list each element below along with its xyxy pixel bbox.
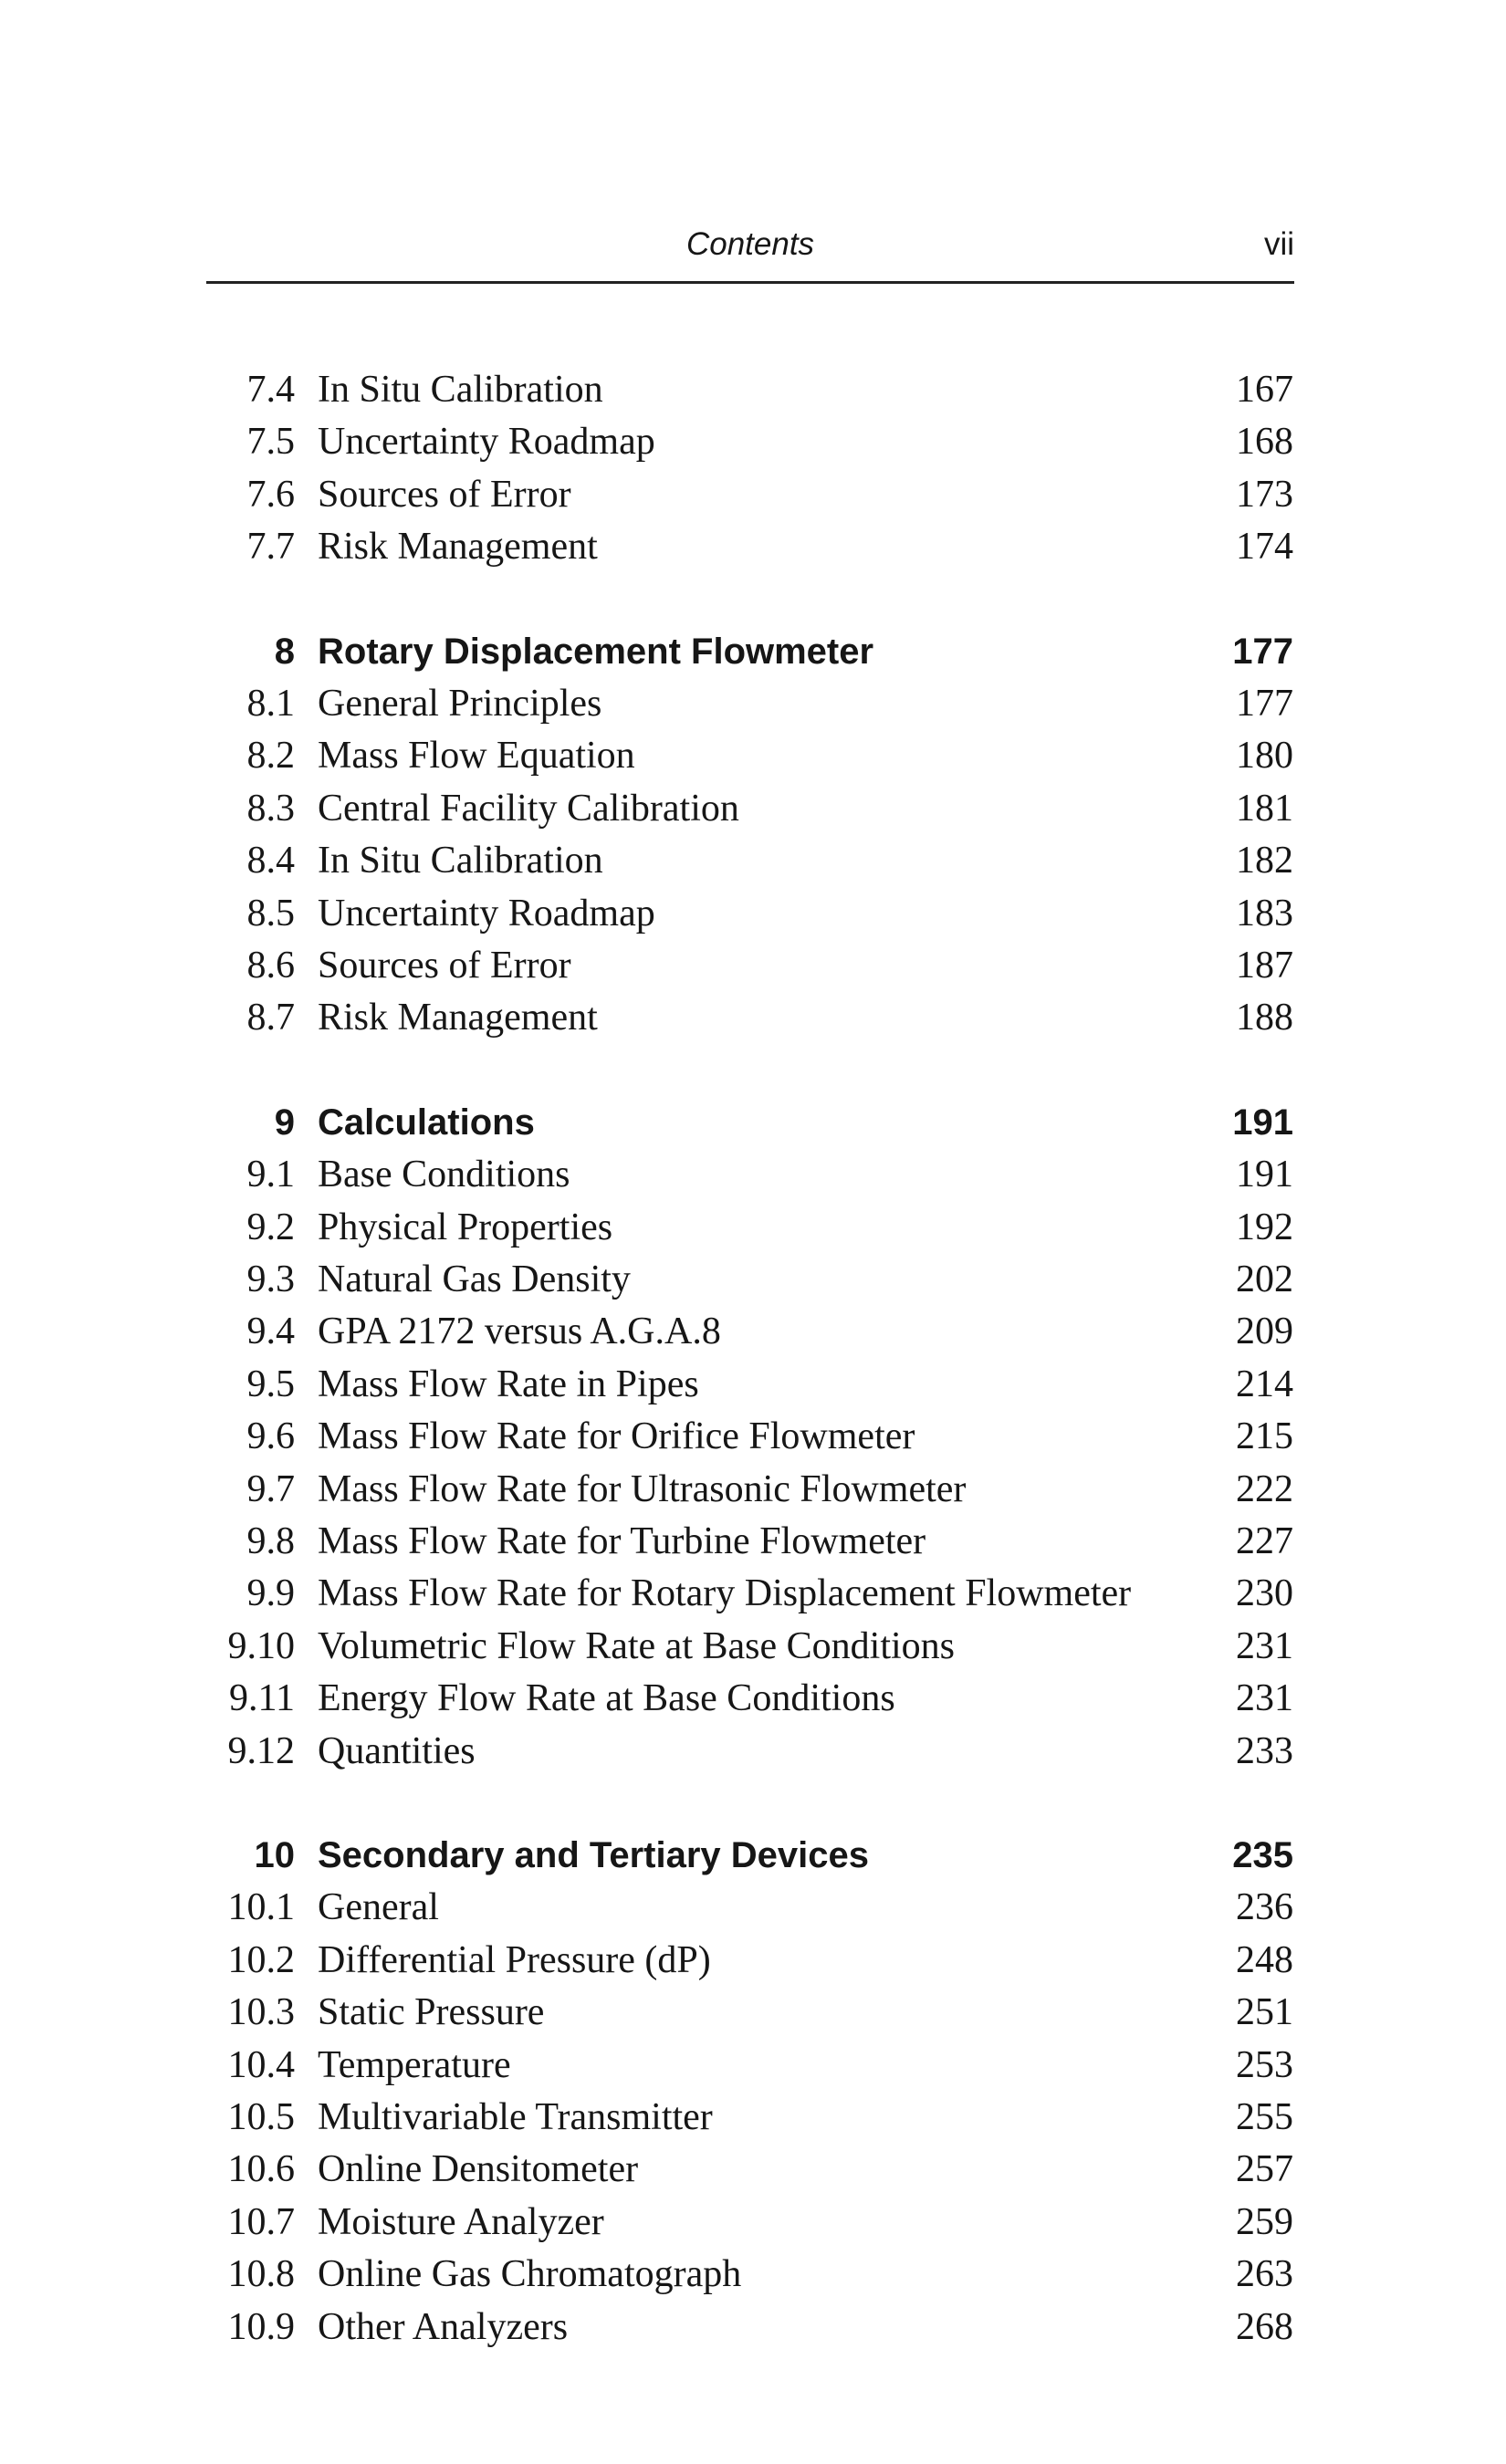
- entry-title: In Situ Calibration: [318, 840, 603, 882]
- entry-title: Mass Flow Rate for Ultrasonic Flowmeter: [318, 1468, 967, 1510]
- entry-title: Uncertainty Roadmap: [318, 893, 655, 934]
- toc-chapter-entry: [0, 1096, 1506, 1149]
- entry-title: Central Facility Calibration: [318, 788, 739, 830]
- entry-title: Online Gas Chromatograph: [318, 2253, 742, 2295]
- entry-page-number: 263: [1236, 2253, 1293, 2295]
- entry-number: 8.6: [246, 945, 295, 987]
- entry-page-number: 233: [1236, 1730, 1293, 1772]
- entry-title: General: [318, 1886, 439, 1928]
- toc-section-entry: [0, 2039, 1506, 2092]
- entry-title: Natural Gas Density: [318, 1258, 631, 1300]
- entry-title: Secondary and Tertiary Devices: [318, 1835, 869, 1875]
- entry-page-number: 230: [1236, 1572, 1293, 1614]
- entry-page-number: 187: [1236, 945, 1293, 987]
- entry-title: Temperature: [318, 2044, 511, 2086]
- entry-number: 10: [254, 1835, 295, 1875]
- entry-number: 10.8: [227, 2253, 295, 2295]
- entry-number: 8.2: [246, 735, 295, 777]
- entry-number: 9.5: [246, 1363, 295, 1405]
- toc-section-entry: [0, 1463, 1506, 1516]
- entry-title: Mass Flow Equation: [318, 735, 635, 777]
- entry-page-number: 251: [1236, 1991, 1293, 2033]
- entry-title: Mass Flow Rate for Turbine Flowmeter: [318, 1520, 926, 1562]
- toc-section-entry: [0, 1620, 1506, 1673]
- entry-page-number: 257: [1236, 2148, 1293, 2190]
- entry-title: Rotary Displacement Flowmeter: [318, 632, 874, 672]
- entry-title: Other Analyzers: [318, 2306, 569, 2348]
- toc-section-entry: [0, 1515, 1506, 1568]
- entry-title: Mass Flow Rate for Rotary Displacement Flowmeter: [318, 1572, 1132, 1614]
- entry-number: 8.3: [246, 788, 295, 830]
- entry-page-number: 192: [1236, 1206, 1293, 1248]
- entry-number: 9.2: [246, 1206, 295, 1248]
- entry-page-number: 173: [1236, 474, 1293, 516]
- entry-title: Mass Flow Rate for Orifice Flowmeter: [318, 1415, 915, 1457]
- toc-chapter-entry: [0, 625, 1506, 678]
- entry-title: Uncertainty Roadmap: [318, 421, 655, 463]
- toc-section-entry: [0, 1934, 1506, 1987]
- entry-number: 9.6: [246, 1415, 295, 1457]
- entry-page-number: 222: [1236, 1468, 1293, 1510]
- entry-number: 7.6: [246, 474, 295, 516]
- running-header: [206, 226, 1294, 284]
- entry-page-number: 188: [1236, 997, 1293, 1039]
- entry-number: 9.9: [246, 1572, 295, 1614]
- entry-number: 8: [274, 632, 295, 672]
- toc-section-entry: [0, 991, 1506, 1044]
- entry-title: Online Densitometer: [318, 2148, 639, 2190]
- toc-section-entry: [0, 2143, 1506, 2196]
- entry-number: 9: [274, 1102, 295, 1143]
- entry-number: 9.12: [227, 1730, 295, 1772]
- entry-number: 9.8: [246, 1520, 295, 1562]
- toc-section-entry: [0, 1986, 1506, 2039]
- toc-section-entry: [0, 1881, 1506, 1934]
- entry-title: Volumetric Flow Rate at Base Conditions: [318, 1625, 956, 1667]
- entry-title: Base Conditions: [318, 1154, 570, 1195]
- toc-section-entry: [0, 1253, 1506, 1306]
- entry-number: 7.7: [246, 526, 295, 568]
- entry-page-number: 227: [1236, 1520, 1293, 1562]
- entry-page-number: 255: [1236, 2096, 1293, 2138]
- toc-section-entry: [0, 363, 1506, 416]
- entry-page-number: 182: [1236, 840, 1293, 882]
- toc-section-entry: [0, 1672, 1506, 1725]
- entry-number: 9.3: [246, 1258, 295, 1300]
- toc-section-entry: [0, 1567, 1506, 1620]
- entry-title: GPA 2172 versus A.G.A.8: [318, 1310, 721, 1352]
- entry-title: Mass Flow Rate in Pipes: [318, 1363, 699, 1405]
- entry-number: 10.1: [227, 1886, 295, 1928]
- entry-page-number: 231: [1236, 1677, 1293, 1719]
- toc-section-entry: [0, 2301, 1506, 2354]
- entry-page-number: 191: [1232, 1102, 1293, 1143]
- toc-section-entry: [0, 2248, 1506, 2301]
- entry-page-number: 214: [1236, 1363, 1293, 1405]
- toc-section-entry: [0, 939, 1506, 992]
- entry-page-number: 167: [1236, 369, 1293, 411]
- entry-page-number: 183: [1236, 893, 1293, 934]
- running-header-title: Contents: [685, 226, 815, 262]
- toc-section-entry: [0, 1148, 1506, 1201]
- entry-title: Physical Properties: [318, 1206, 613, 1248]
- entry-number: 7.5: [246, 421, 295, 463]
- entry-page-number: 253: [1236, 2044, 1293, 2086]
- entry-number: 9.11: [229, 1677, 295, 1719]
- entry-number: 9.10: [227, 1625, 295, 1667]
- entry-number: 10.5: [227, 2096, 295, 2138]
- entry-number: 9.1: [246, 1154, 295, 1195]
- entry-number: 10.4: [227, 2044, 295, 2086]
- entry-page-number: 231: [1236, 1625, 1293, 1667]
- entry-title: Static Pressure: [318, 1991, 545, 2033]
- entry-page-number: 191: [1236, 1154, 1293, 1195]
- toc-section-entry: [0, 1358, 1506, 1411]
- entry-page-number: 180: [1236, 735, 1293, 777]
- entry-number: 10.3: [227, 1991, 295, 2033]
- entry-title: Calculations: [318, 1102, 535, 1143]
- toc-section-entry: [0, 729, 1506, 782]
- toc-section-entry: [0, 1410, 1506, 1463]
- toc-section-entry: [0, 1725, 1506, 1778]
- entry-page-number: 177: [1232, 632, 1293, 672]
- entry-page-number: 168: [1236, 421, 1293, 463]
- entry-page-number: 268: [1236, 2306, 1293, 2348]
- entry-number: 7.4: [246, 369, 295, 411]
- entry-number: 8.1: [246, 683, 295, 725]
- entry-title: Sources of Error: [318, 945, 571, 987]
- entry-title: Multivariable Transmitter: [318, 2096, 713, 2138]
- entry-page-number: 177: [1236, 683, 1293, 725]
- toc-section-entry: [0, 782, 1506, 835]
- toc-section-entry: [0, 2091, 1506, 2144]
- toc-chapter-entry: [0, 1829, 1506, 1882]
- entry-page-number: 248: [1236, 1939, 1293, 1981]
- entry-page-number: 181: [1236, 788, 1293, 830]
- entry-number: 8.7: [246, 997, 295, 1039]
- entry-number: 10.7: [227, 2201, 295, 2243]
- entry-page-number: 236: [1236, 1886, 1293, 1928]
- entry-page-number: 215: [1236, 1415, 1293, 1457]
- toc-section-entry: [0, 887, 1506, 940]
- page-number: vii: [1263, 226, 1294, 262]
- toc-section-entry: [0, 415, 1506, 468]
- entry-title: Moisture Analyzer: [318, 2201, 604, 2243]
- toc-section-entry: [0, 1201, 1506, 1254]
- entry-page-number: 174: [1236, 526, 1293, 568]
- entry-number: 9.4: [246, 1310, 295, 1352]
- entry-number: 10.9: [227, 2306, 295, 2348]
- toc-section-entry: [0, 520, 1506, 573]
- entry-title: Quantities: [318, 1730, 476, 1772]
- entry-title: Energy Flow Rate at Base Conditions: [318, 1677, 895, 1719]
- entry-page-number: 235: [1232, 1835, 1293, 1875]
- entry-number: 10.2: [227, 1939, 295, 1981]
- toc-section-entry: [0, 677, 1506, 730]
- toc-section-entry: [0, 1305, 1506, 1358]
- entry-title: Sources of Error: [318, 474, 571, 516]
- entry-title: Differential Pressure (dP): [318, 1939, 711, 1981]
- entry-page-number: 202: [1236, 1258, 1293, 1300]
- toc-section-entry: [0, 2196, 1506, 2249]
- entry-page-number: 259: [1236, 2201, 1293, 2243]
- entry-page-number: 209: [1236, 1310, 1293, 1352]
- entry-number: 8.5: [246, 893, 295, 934]
- entry-number: 9.7: [246, 1468, 295, 1510]
- entry-title: General Principles: [318, 683, 602, 725]
- entry-title: Risk Management: [318, 526, 598, 568]
- toc-section-entry: [0, 468, 1506, 521]
- entry-title: Risk Management: [318, 997, 598, 1039]
- entry-title: In Situ Calibration: [318, 369, 603, 411]
- toc-section-entry: [0, 834, 1506, 887]
- entry-number: 8.4: [246, 840, 295, 882]
- entry-number: 10.6: [227, 2148, 295, 2190]
